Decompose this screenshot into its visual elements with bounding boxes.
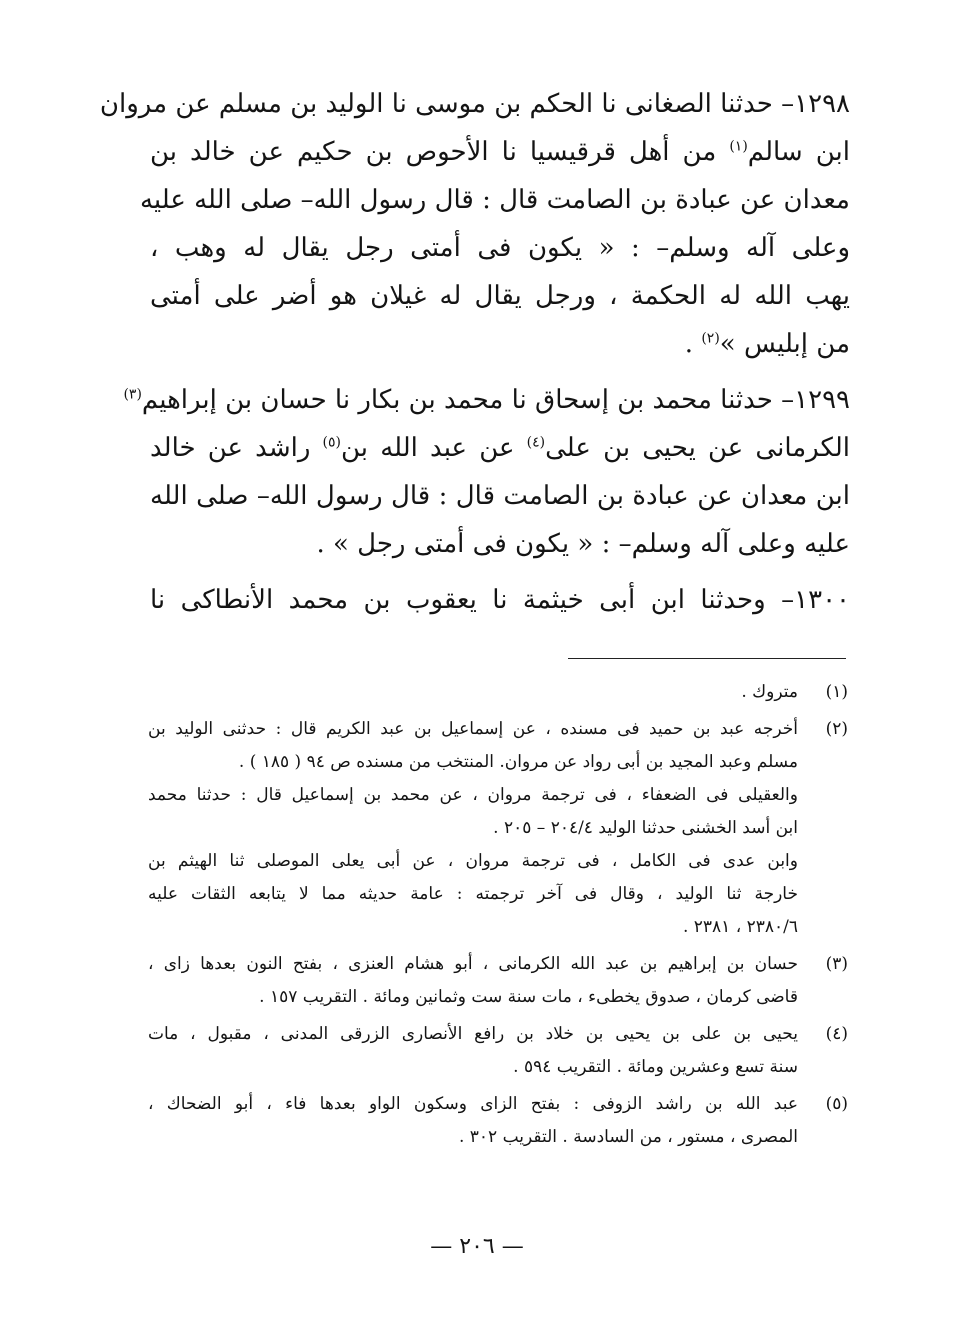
- footnote-line: ٢٣٨٠/٦ ، ٢٣٨١ .: [682, 917, 798, 937]
- footnote-number: (٤): [825, 1024, 848, 1044]
- text-line: ابن سالم$^{(١)}$ من أهل قرقيسيا نا الأحوص بن حكيم عن خالد بن: [150, 137, 850, 167]
- footnote-line: والعقيلى فى الضعفاء ، فى ترجمة مروان ، عن محمد بن إسماعيل قال : حدثنا محمد: [148, 785, 798, 805]
- footnote-marker: (٤): [526, 434, 546, 451]
- footnote-line: خارجة ثنا الوليد ، وقال فى آخر ترجمته : عامة حديثه مما لا يتابعه الثقات عليه: [148, 884, 798, 904]
- footnote-5: [148, 1088, 848, 1154]
- hadith-entry-1298: [99, 80, 850, 368]
- footnote-line: مسلم وعبد المجيد بن أبى رواد عن مروان. المنتخب من مسنده ص ٩٤ ( ١٨٥ ) .: [238, 752, 798, 772]
- footnote-text: [148, 676, 798, 709]
- footnote-3: [148, 948, 848, 1014]
- text-line: الكرمانى عن يحيى بن على$^{(٤)}$ عن عبد الله بن$^{(٥)}$ راشد عن خالد: [150, 433, 851, 463]
- text-line: ١٢٩٩– حدثنا محمد بن إسحاق نا محمد بن بكار نا حسان بن إبراهيم$^{(٣)}$: [123, 385, 850, 415]
- footnote-line: يحيى بن على بن يحيى بن خلاد بن رافع الأنصارى الزرقى المدنى ، مقبول ، مات: [148, 1024, 798, 1044]
- footnote-text: [148, 713, 798, 944]
- hadith-entry-1300: [150, 576, 850, 624]
- footnote-marker: (٥): [322, 434, 342, 451]
- footnote-separator: [568, 658, 846, 659]
- footnote-line: وابن عدى فى الكامل ، فى ترجمة مروان ، عن أبى يعلى الموصلى ثنا الهيثم بن: [148, 851, 798, 871]
- footnote-1: [148, 676, 848, 709]
- footnote-2: [148, 713, 848, 944]
- footnote-line: ابن أسد الخشنى حدثنا الوليد ٢٠٤/٤ – ٢٠٥ .: [493, 818, 798, 838]
- footnote-number: (٥): [825, 1094, 848, 1114]
- footnote-number: (٢): [825, 719, 848, 739]
- footnote-line: متروك .: [741, 682, 798, 702]
- text-line: وعلى آله وسلم– : « يكون فى أمتى رجل يقال له وهب ،: [150, 233, 850, 263]
- footnote-line: عبد الله بن راشد الزوفى : بفتح الزاى وسكون الواو بعدها فاء ، أبو الضحاك ،: [148, 1094, 798, 1114]
- footnote-number: (٣): [825, 954, 848, 974]
- text-line: يهب الله له الحكمة ، ورجل يقال له غيلان هو أضر على أمتى: [150, 281, 850, 311]
- footnote-4: [148, 1018, 848, 1084]
- footnote-marker: (٢): [701, 330, 720, 347]
- footnote-line: المصرى ، مستور ، من السادسة . التقريب ٣٠٢ .: [458, 1127, 798, 1147]
- footnote-text: [148, 1088, 798, 1154]
- footnote-line: حسان بن إبراهيم بن عبد الله الكرمانى ، أبو هشام العنزى ، بفتح النون بعدها زاى ،: [148, 954, 798, 974]
- footnote-number: (١): [825, 682, 848, 702]
- footnote-line: سنة تسع وعشرين ومائة . التقريب ٥٩٤ .: [513, 1057, 798, 1077]
- footnote-line: أخرجه عبد بن حميد فى مسنده ، عن إسماعيل بن عبد الكريم قال : حدثنى الوليد بن: [148, 719, 798, 739]
- text-line: معدان عن عبادة بن الصامت قال : قال رسول الله– صلى الله عليه: [139, 185, 850, 215]
- footnote-marker: (١): [729, 138, 748, 155]
- footnote-marker: (٣): [123, 386, 142, 403]
- page-number: — ٢٠٦ —: [430, 1234, 524, 1259]
- text-line: ابن معدان عن عبادة بن الصامت قال : قال رسول الله– صلى الله: [150, 481, 850, 511]
- footnote-text: [148, 1018, 798, 1084]
- footnotes: [148, 676, 848, 1158]
- text-line: عليه وعلى آله وسلم– : « يكون فى أمتى رجل » .: [316, 529, 850, 559]
- text-line: من إبليس »$^{(٢)}$ .: [684, 329, 850, 359]
- text-line: ١٣٠٠– وحدثنا ابن أبى خيثمة نا يعقوب بن محمد الأنطاكى نا: [150, 585, 850, 615]
- footnote-line: قاضى كرمان ، صدوق يخطىء ، مات سنة ست وثمانين ومائة . التقريب ١٥٧ .: [259, 987, 798, 1007]
- hadith-entry-1299: [123, 376, 851, 568]
- footnote-text: [148, 948, 798, 1014]
- main-text: [99, 80, 851, 632]
- text-line: ١٢٩٨– حدثنا الصغانى نا الحكم بن موسى نا الوليد بن مسلم عن مروان: [99, 89, 850, 119]
